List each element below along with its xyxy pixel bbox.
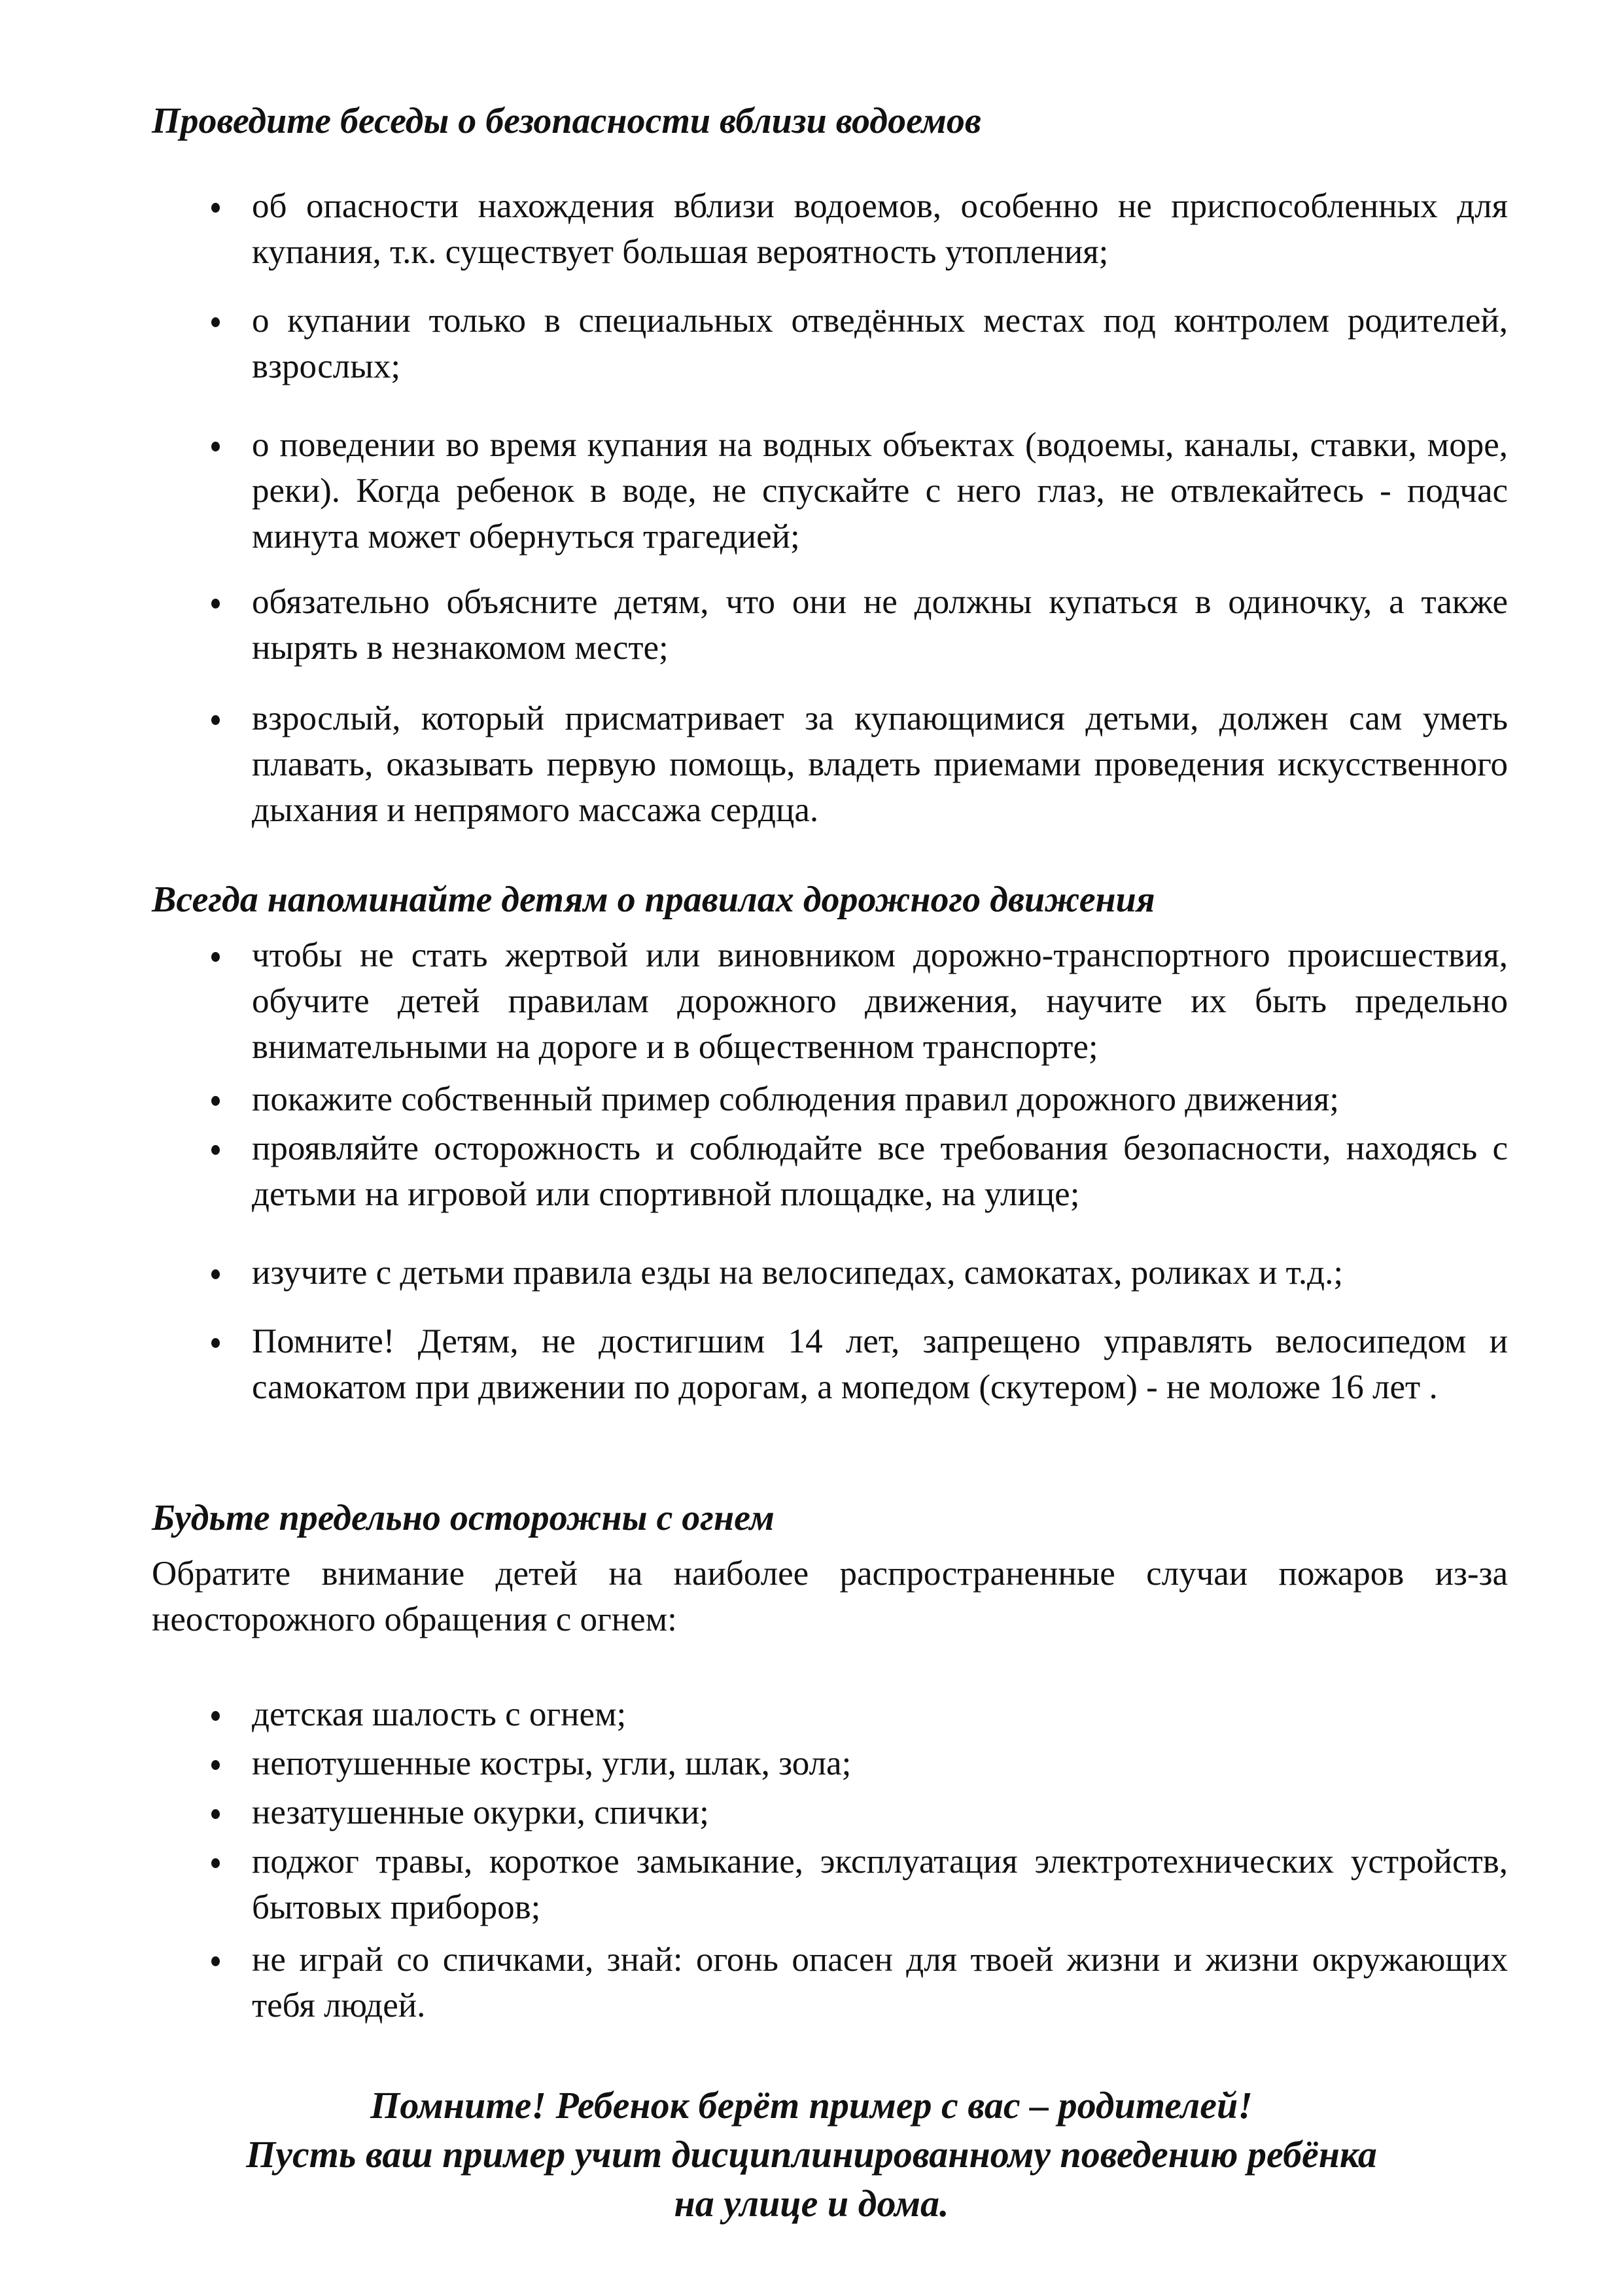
list-item: проявляйте осторожность и соблюдайте все требования безопасности, находясь с детьми на игровой или спортивной площадке, на улице; bbox=[252, 1125, 1508, 1217]
list-item: изучите с детьми правила езды на велосипедах, самокатах, роликах и т.д.; bbox=[252, 1250, 1508, 1296]
list-item: непотушенные костры, угли, шлак, зола; bbox=[252, 1740, 1508, 1786]
closing-line-2: Пусть ваш пример учит дисциплинированному поведению ребёнка bbox=[246, 2133, 1377, 2176]
fire-safety-intro: Обратите внимание детей на наиболее распространенные случаи пожаров из-за неосторожного обращения с огнем: bbox=[152, 1555, 1508, 1638]
closing-line-3: на улице и дома. bbox=[674, 2182, 949, 2225]
list-item: чтобы не стать жертвой или виновником дорожно-транспортного происшествия, обучите детей правилам дорожного движения, научите их быть предельно внимательными на дороге и в общественном транспорте; bbox=[252, 932, 1508, 1070]
list-item: о купании только в специальных отведённых местах под контролем родителей, взрослых; bbox=[252, 298, 1508, 389]
list-item: детская шалость с огнем; bbox=[252, 1691, 1508, 1737]
section-heading-road-safety: Всегда напоминайте детям о правилах дорожного движения bbox=[152, 879, 1155, 920]
section-heading-fire-safety: Будьте предельно осторожны с огнем bbox=[152, 1498, 775, 1538]
closing-line-1: Помните! Ребенок берёт пример с вас – родителей! bbox=[370, 2084, 1253, 2127]
list-item: Помните! Детям, не достигшим 14 лет, запрещено управлять велосипедом и самокатом при движении по дорогам, а мопедом (скутером) - не моложе 16 лет . bbox=[252, 1318, 1508, 1410]
closing-message bbox=[0, 2081, 1623, 2228]
list-item: об опасности нахождения вблизи водоемов, особенно не приспособленных для купания, т.к. существует большая вероятность утопления; bbox=[252, 183, 1508, 275]
section-heading-water-safety: Проведите беседы о безопасности вблизи водоемов bbox=[152, 101, 981, 141]
list-item: обязательно объясните детям, что они не должны купаться в одиночку, а также нырять в незнакомом месте; bbox=[252, 579, 1508, 671]
list-item: покажите собственный пример соблюдения правил дорожного движения; bbox=[252, 1076, 1508, 1122]
list-item: не играй со спичками, знай: огонь опасен для твоей жизни и жизни окружающих тебя людей. bbox=[252, 1937, 1508, 2028]
list-item: поджог травы, короткое замыкание, эксплуатация электротехнических устройств, бытовых приборов; bbox=[252, 1839, 1508, 1930]
list-item: взрослый, который присматривает за купающимися детьми, должен сам уметь плавать, оказывать первую помощь, владеть приемами проведения искусственного дыхания и непрямого массажа сердца. bbox=[252, 696, 1508, 833]
list-item: о поведении во время купания на водных объектах (водоемы, каналы, ставки, море, реки). Когда ребенок в воде, не спускайте с него глаз, не отвлекайтесь - подчас минута может обернуться трагедией; bbox=[252, 422, 1508, 559]
list-item: незатушенные окурки, спички; bbox=[252, 1790, 1508, 1835]
